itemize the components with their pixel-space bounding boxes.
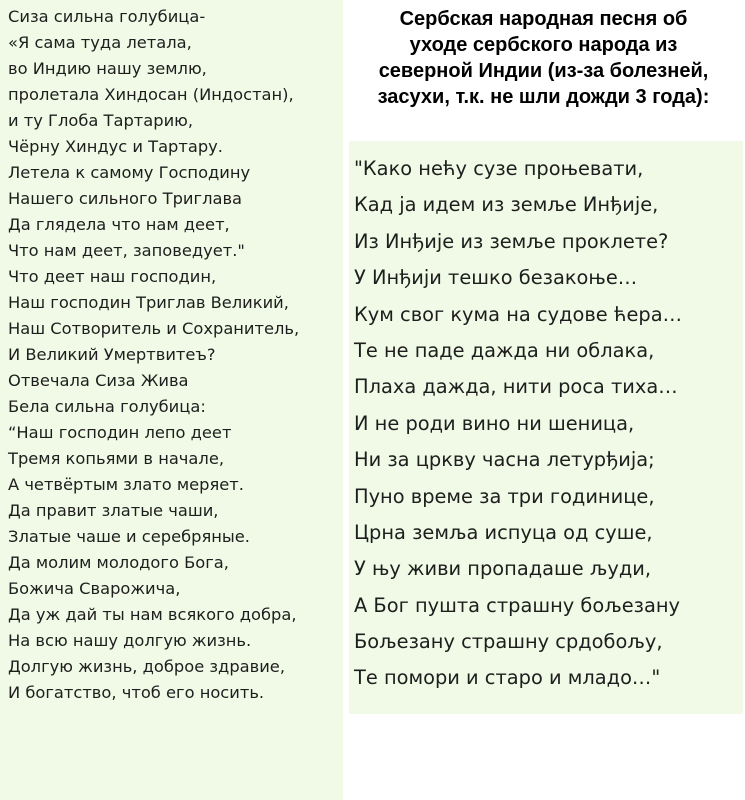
title-line: уходе сербского народа из bbox=[409, 34, 678, 56]
poem-line: Нашего сильного Триглава bbox=[8, 189, 243, 208]
poem-line: "Како нећу сузе проњевати, bbox=[354, 157, 644, 180]
title-line: Сербская народная песня об bbox=[399, 8, 688, 30]
title-line: северной Индии (из-за болезней, bbox=[378, 60, 709, 82]
poem-line: Летела к самому Господину bbox=[8, 163, 251, 182]
poem-line: и ту Глоба Тартарию, bbox=[8, 111, 194, 130]
poem-line: Црна земља испуца од суше, bbox=[354, 520, 653, 544]
poem-line: Да глядела что нам деет, bbox=[8, 215, 230, 234]
poem-line: Кад ја идем из земље Инђије, bbox=[354, 193, 659, 217]
poem-line: “Наш господин лепо деет bbox=[8, 423, 232, 442]
poem-line: И не роди вино ни шеница, bbox=[354, 411, 635, 435]
poem-line: Что нам деет, заповедует." bbox=[8, 241, 245, 260]
serbian-poem-panel bbox=[349, 141, 743, 714]
poem-line: Ни за цркву часна летурђија; bbox=[354, 448, 655, 472]
poem-line: Кум свог кума на судове ћера… bbox=[354, 302, 683, 326]
poem-line: Чёрну Хиндус и Тартару. bbox=[8, 137, 223, 156]
poem-line: И богатство, чтоб его носить. bbox=[8, 683, 265, 702]
poem-line: Да уж дай ты нам всякого добра, bbox=[8, 605, 297, 624]
poem-line: Бела сильна голубица: bbox=[8, 397, 206, 416]
poem-line: пролетала Хиндосан (Индостан), bbox=[8, 85, 294, 104]
poem-line: Сиза сильна голубица- bbox=[8, 7, 206, 26]
poem-line: Те помори и старо и младо…" bbox=[354, 666, 661, 690]
poem-line: Долгую жизнь, доброе здравие, bbox=[8, 657, 285, 676]
poem-line: Наш господин Триглав Великий, bbox=[8, 293, 289, 312]
poem-line: Те не паде дажда ни облака, bbox=[354, 338, 655, 362]
poem-line: Да правит златые чаши, bbox=[8, 501, 219, 520]
poem-line: У њу живи пропадаше људи, bbox=[354, 557, 651, 581]
poem-line: Пуно време за три годинице, bbox=[354, 484, 655, 508]
poem-line: Да молим молодого Бога, bbox=[8, 553, 229, 572]
poem-line: А Бог пушта страшну бољезану bbox=[354, 593, 680, 617]
russian-poem-panel bbox=[0, 0, 343, 800]
title-line: засухи, т.к. не шли дожди 3 года): bbox=[377, 86, 710, 108]
page-title bbox=[344, 6, 743, 110]
poem-line: Отвечала Сиза Жива bbox=[8, 371, 189, 390]
poem-line: Златые чаше и серебряные. bbox=[8, 527, 250, 546]
poem-line: И Великий Умертвитеъ? bbox=[8, 345, 216, 364]
poem-line: Бољезану страшну срдобољу, bbox=[354, 630, 663, 654]
poem-line: У Инђији тешко безакоње… bbox=[354, 266, 638, 290]
poem-line: Из Инђије из земље проклете? bbox=[354, 229, 669, 253]
poem-line: Наш Сотворитель и Сохранитель, bbox=[8, 319, 300, 338]
poem-line: Что деет наш господин, bbox=[8, 267, 217, 286]
poem-line: «Я сама туда летала, bbox=[8, 33, 192, 52]
poem-line: На всю нашу долгую жизнь. bbox=[8, 631, 252, 650]
poem-line: во Индию нашу землю, bbox=[8, 59, 207, 78]
poem-line: Божича Сварожича, bbox=[8, 579, 181, 598]
poem-line: А четвёртым злато меряет. bbox=[8, 475, 244, 494]
poem-line: Плаха дажда, нити роса тиха… bbox=[354, 375, 678, 399]
poem-line: Тремя копьями в начале, bbox=[8, 449, 225, 468]
